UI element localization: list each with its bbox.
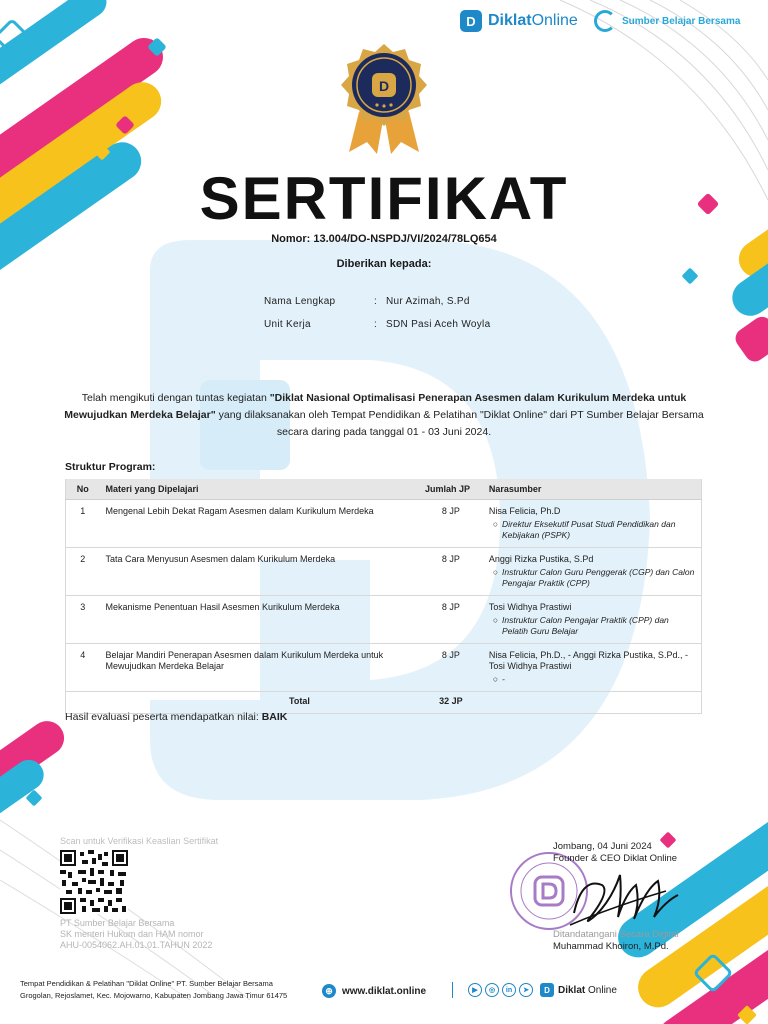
work-unit-separator: : [374,319,378,330]
bullet-icon: ○ [492,673,499,684]
row-jp: 8 JP [419,547,483,595]
svg-text:D: D [378,78,390,94]
program-table-header [66,479,702,499]
row-material: Tata Cara Menyusun Asesmen dalam Kurikulum Merdeka [99,547,418,595]
digital-signature-note: Ditandatangani Secara Digital [553,929,679,940]
row-speaker [483,643,702,691]
speaker-name: Tosi Widhya Prastiwi [488,601,572,612]
telegram-icon[interactable]: ➤ [519,983,533,997]
certificate-number: Nomor: 13.004/DO-NSPDJ/VI/2024/78LQ654 [271,233,497,245]
certificate-title: SERTIFIKAT [199,165,569,232]
row-jp: 8 JP [419,643,483,691]
table-row [66,547,702,595]
youtube-icon[interactable]: ▶ [468,983,482,997]
globe-icon: ⊕ [322,984,336,998]
full-name-separator: : [374,296,378,307]
total-label: Total [66,691,419,713]
evaluation-grade: BAIK [261,711,288,723]
sbb-logo-icon [594,10,616,32]
header-no: No [66,479,100,499]
social-brand: D Diklat Online [540,983,617,997]
bullet-icon: ○ [492,614,499,625]
event-name: "Diklat Nasional Optimalisasi Penerapan Asesmen dalam Kurikulum Merdeka untuk Mewujudkan Merdeka Belajar" [64,392,687,421]
table-row [66,499,702,547]
bullet-icon: ○ [492,566,499,577]
row-material: Mekanisme Penentuan Hasil Asesmen Kurikulum Merdeka [99,595,418,643]
diklat-online-logo [460,10,578,32]
speaker-role: - [502,673,505,684]
handwritten-signature [562,855,682,935]
website-url: www.diklat.online [342,985,427,997]
diklat-small-logo-icon: D [540,983,554,997]
header-jp: Jumlah JP [419,479,483,499]
speaker-name: Nisa Felicia, Ph.D [488,505,561,516]
row-material: Mengenal Lebih Dekat Ragam Asesmen dalam Kurikulum Merdeka [99,499,418,547]
program-structure-title: Struktur Program: [65,461,156,473]
diklat-brand-text: DiklatOnline [488,12,578,29]
evaluation-result: Hasil evaluasi peserta mendapatkan nilai: BAIK [65,711,288,723]
header-material: Materi yang Dipelajari [99,479,418,499]
row-no: 2 [66,547,100,595]
speaker-role: Instruktur Calon Pengajar Praktik (CPP) dan Pelatih Guru Belajar [502,614,669,636]
total-value: 32 JP [419,691,483,713]
speaker-name: Anggi Rizka Pustika, S.Pd [488,553,594,564]
social-links [468,983,617,997]
footer-website-link[interactable] [322,984,426,998]
table-row [66,643,702,691]
row-speaker [483,547,702,595]
program-table [65,479,702,714]
full-name-value: Nur Azimah, S.Pd [386,296,470,307]
medal-badge-icon [331,42,437,157]
instagram-icon[interactable]: ◎ [485,983,499,997]
row-no: 1 [66,499,100,547]
bullet-icon: ○ [492,518,499,529]
speaker-role: Direktur Eksekutif Pusat Studi Pendidikan dan Kebijakan (PSPK) [502,518,676,540]
table-row [66,595,702,643]
row-no: 4 [66,643,100,691]
company-registration: PT Sumber Belajar Bersama SK menteri Hukum dan HAM nomor AHU-0054062.AH.01.01.TAHUN 2022 [60,918,213,950]
row-speaker [483,595,702,643]
given-to-label: Diberikan kepada: [336,258,432,270]
footer-divider [452,982,453,998]
row-jp: 8 JP [419,499,483,547]
speaker-name: Nisa Felicia, Ph.D., - Anggi Rizka Pustika, S.Pd., - Tosi Widhya Prastiwi [488,649,688,671]
header-speaker: Narasumber [483,479,702,499]
row-material: Belajar Mandiri Penerapan Asesmen dalam Kurikulum Merdeka untuk Mewujudkan Merdeka Belajar [99,643,418,691]
signer-name: Muhammad Khoiron, M.Pd. [553,941,669,952]
scan-label: Scan untuk Verifikasi Keaslian Sertifikat [60,836,219,846]
full-name-label: Nama Lengkap [264,296,336,307]
sumber-belajar-bersama-logo [594,10,740,32]
table-total-row [66,691,702,713]
diklat-logo-icon: D [460,10,482,32]
sbb-brand-text: Sumber Belajar Bersama [622,15,741,27]
signature-place-date: Jombang, 04 Juni 2024 Founder & CEO Diklat Online [553,841,678,864]
work-unit-label: Unit Kerja [264,319,311,330]
row-speaker [483,499,702,547]
work-unit-value: SDN Pasi Aceh Woyla [386,319,491,330]
footer-address: Tempat Pendidikan & Pelatihan "Diklat Online" PT. Sumber Belajar Bersama Grogolan, Rejoslamet, Kec. Mojowarno, Kabupaten Jombang Jawa Timur 61475 [20,979,288,1000]
linkedin-icon[interactable]: in [502,983,516,997]
verification-qr-code[interactable] [60,850,128,914]
speaker-role: Instruktur Calon Guru Penggerak (CGP) dan Calon Pengajar Praktik (CPP) [502,566,695,588]
certificate-description: Telah mengikuti dengan tuntas kegiatan "Diklat Nasional Optimalisasi Penerapan Asesmen dalam Kurikulum Merdeka untuk Mewujudkan Merdeka Belajar" yang dilaksanakan oleh Tempat Pendidikan & Pelatihan "Diklat Online" dari PT Sumber Belajar Bersama secara daring pada tanggal 01 - 03 Juni 2024. [64,392,704,438]
row-jp: 8 JP [419,595,483,643]
row-no: 3 [66,595,100,643]
